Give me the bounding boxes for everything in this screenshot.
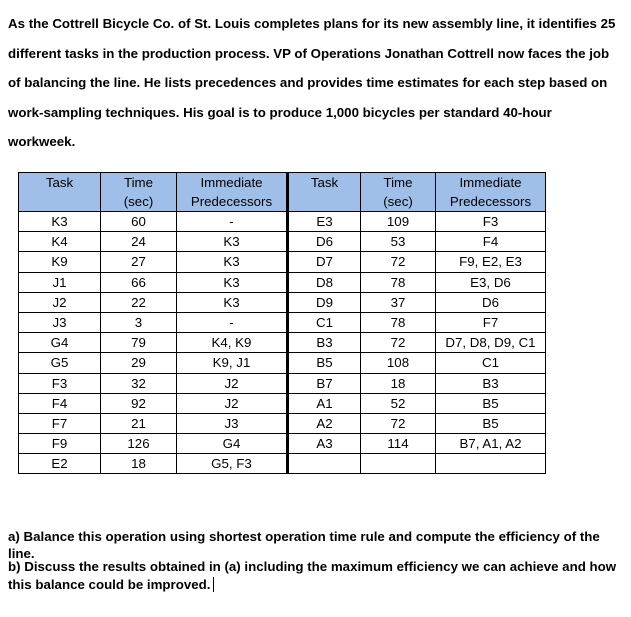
table-row: [19, 312, 546, 332]
cell-predecessors-2: B5: [436, 393, 546, 413]
table-row: [19, 454, 546, 474]
cell-task-2: B3: [288, 333, 361, 353]
cell-time: 22: [101, 292, 177, 312]
cell-time: 21: [101, 413, 177, 433]
text-cursor: [213, 577, 214, 592]
cell-task: F7: [19, 413, 101, 433]
cell-predecessors: K3: [177, 272, 288, 292]
cell-task-2: B7: [288, 373, 361, 393]
cell-task-2: A2: [288, 413, 361, 433]
cell-time-2: 37: [361, 292, 436, 312]
cell-time-2: 109: [361, 212, 436, 232]
cell-predecessors: -: [177, 312, 288, 332]
task-table: [18, 172, 546, 474]
table-row: [19, 393, 546, 413]
cell-predecessors-2: B5: [436, 413, 546, 433]
cell-time-2: 78: [361, 272, 436, 292]
cell-time-2: 18: [361, 373, 436, 393]
cell-time-2: 53: [361, 232, 436, 252]
cell-predecessors-2: D6: [436, 292, 546, 312]
cell-time: 24: [101, 232, 177, 252]
cell-time-2: 72: [361, 333, 436, 353]
cell-task-2: A3: [288, 434, 361, 454]
table-row: [19, 252, 546, 272]
cell-task: F4: [19, 393, 101, 413]
cell-predecessors: G4: [177, 434, 288, 454]
cell-predecessors: J3: [177, 413, 288, 433]
cell-predecessors: J2: [177, 373, 288, 393]
cell-task: G4: [19, 333, 101, 353]
cell-predecessors: J2: [177, 393, 288, 413]
cell-time: 92: [101, 393, 177, 413]
cell-time: 29: [101, 353, 177, 373]
question-b[interactable]: [8, 558, 618, 593]
cell-predecessors-2: B3: [436, 373, 546, 393]
table-row: [19, 413, 546, 433]
cell-predecessors-2: F9, E2, E3: [436, 252, 546, 272]
header-task: Task: [19, 173, 101, 212]
table-header-row: [19, 173, 546, 212]
question-a: a) Balance this operation using shortest operation time rule and compute the efficiency of the line.: [8, 529, 600, 561]
cell-predecessors-2: D7, D8, D9, C1: [436, 333, 546, 353]
cell-predecessors: K3: [177, 292, 288, 312]
table-row: [19, 434, 546, 454]
cell-time-2: [361, 454, 436, 474]
cell-task: E2: [19, 454, 101, 474]
cell-time: 27: [101, 252, 177, 272]
problem-statement: As the Cottrell Bicycle Co. of St. Louis completes plans for its new assembly line, it identifies 25 different tasks in the production process. VP of Operations Jonathan Cottrell now faces the job of balancing the line. He lists precedences and provides time estimates for each step based on work-sampling techniques. His goal is to produce 1,000 bicycles per standard 40-hour workweek.: [8, 16, 616, 149]
cell-task: F3: [19, 373, 101, 393]
cell-predecessors: K4, K9: [177, 333, 288, 353]
cell-time-2: 72: [361, 252, 436, 272]
cell-task: K4: [19, 232, 101, 252]
cell-predecessors-2: F7: [436, 312, 546, 332]
table-row: [19, 353, 546, 373]
cell-predecessors: K9, J1: [177, 353, 288, 373]
cell-predecessors-2: C1: [436, 353, 546, 373]
cell-time: 32: [101, 373, 177, 393]
cell-predecessors: -: [177, 212, 288, 232]
header-time: Time (sec): [101, 173, 177, 212]
cell-time: 18: [101, 454, 177, 474]
cell-predecessors: K3: [177, 232, 288, 252]
cell-task-2: D9: [288, 292, 361, 312]
cell-predecessors: K3: [177, 252, 288, 272]
cell-time: 60: [101, 212, 177, 232]
cell-time: 79: [101, 333, 177, 353]
cell-task-2: A1: [288, 393, 361, 413]
table-row: [19, 292, 546, 312]
header-time-2: Time (sec): [361, 173, 436, 212]
cell-predecessors-2: F3: [436, 212, 546, 232]
question-b-text: b) Discuss the results obtained in (a) including the maximum efficiency we can achieve and how this balance could be improved.: [8, 559, 617, 592]
table-row: [19, 373, 546, 393]
table-row: [19, 232, 546, 252]
cell-time-2: 52: [361, 393, 436, 413]
cell-task-2: C1: [288, 312, 361, 332]
cell-task: G5: [19, 353, 101, 373]
cell-task: F9: [19, 434, 101, 454]
cell-task-2: D7: [288, 252, 361, 272]
cell-task: J3: [19, 312, 101, 332]
cell-task: K9: [19, 252, 101, 272]
header-task-2: Task: [288, 173, 361, 212]
cell-time: 3: [101, 312, 177, 332]
table-row: [19, 333, 546, 353]
table-row: [19, 272, 546, 292]
cell-task: K3: [19, 212, 101, 232]
cell-predecessors-2: B7, A1, A2: [436, 434, 546, 454]
cell-predecessors-2: E3, D6: [436, 272, 546, 292]
cell-task: J1: [19, 272, 101, 292]
cell-task-2: E3: [288, 212, 361, 232]
cell-task-2: D6: [288, 232, 361, 252]
cell-predecessors: G5, F3: [177, 454, 288, 474]
header-predecessors-2: Immediate Predecessors: [436, 173, 546, 212]
cell-predecessors-2: F4: [436, 232, 546, 252]
cell-task-2: D8: [288, 272, 361, 292]
header-predecessors: Immediate Predecessors: [177, 173, 288, 212]
table-row: [19, 212, 546, 232]
cell-time: 66: [101, 272, 177, 292]
cell-time-2: 114: [361, 434, 436, 454]
cell-time: 126: [101, 434, 177, 454]
cell-task-2: B5: [288, 353, 361, 373]
cell-task: J2: [19, 292, 101, 312]
cell-task-2: [288, 454, 361, 474]
cell-time-2: 72: [361, 413, 436, 433]
cell-time-2: 108: [361, 353, 436, 373]
cell-predecessors-2: [436, 454, 546, 474]
cell-time-2: 78: [361, 312, 436, 332]
